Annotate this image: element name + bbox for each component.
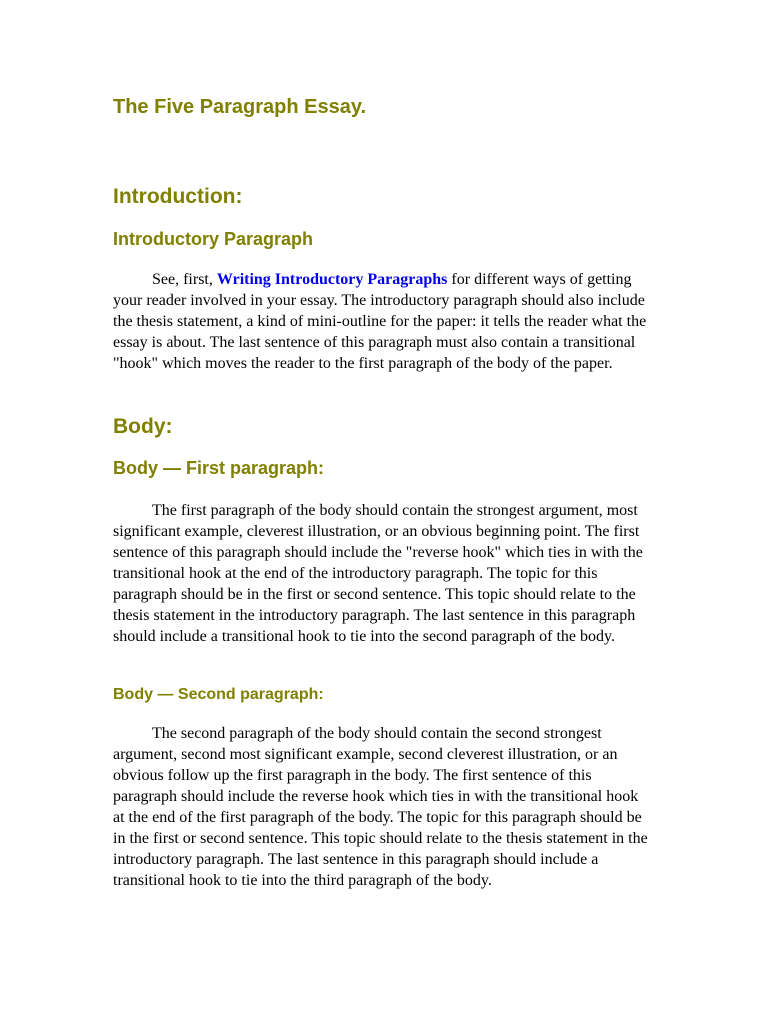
body-second-paragraph-heading: Body — Second paragraph: [113, 686, 324, 703]
body-first-paragraph: The first paragraph of the body should contain the strongest argument, most significant example, cleverest illustration, or an obvious beginning point. The first sentence of this paragraph should include the "reverse hook" which ties in with the transitional hook at the end of the introductory paragraph. The topic for this paragraph should be in the first or second sentence. This topic should relate to the thesis statement in the introductory paragraph. The last sentence in this paragraph should include a transitional hook to tie into the second paragraph of the body. [113, 502, 643, 645]
introduction-heading: Introduction: [113, 185, 243, 208]
intro-text-before-link: See, first, [152, 271, 217, 288]
body-first-paragraph-heading: Body — First paragraph: [113, 458, 325, 478]
introductory-paragraph-heading: Introductory Paragraph [113, 229, 314, 249]
document-title: The Five Paragraph Essay. [113, 96, 367, 118]
body-second-paragraph: The second paragraph of the body should contain the second strongest argument, second most significant example, second cleverest illustration, or an obvious follow up the first paragraph in the body. The first sentence of this paragraph should include the reverse hook which ties in with the transitional hook at the end of the first paragraph of the body. The topic for this paragraph should be in the first or second sentence. This topic should relate to the thesis statement in the introductory paragraph. The last sentence in this paragraph should include a transitional hook to tie into the third paragraph of the body. [113, 725, 648, 889]
body-heading: Body: [113, 415, 173, 438]
introduction-paragraph [113, 269, 653, 374]
writing-introductory-paragraphs-link[interactable]: Writing Introductory Paragraphs [216, 271, 448, 288]
intro-text-after-link: for different ways of getting your reader involved in your essay. The introductory paragraph should also include the thesis statement, a kind of mini-outline for the paper: it tells the reader what the essay is about. The last sentence of this paragraph must also contain a transitional "hook" which moves the reader to the first paragraph of the body of the paper. [113, 271, 647, 372]
